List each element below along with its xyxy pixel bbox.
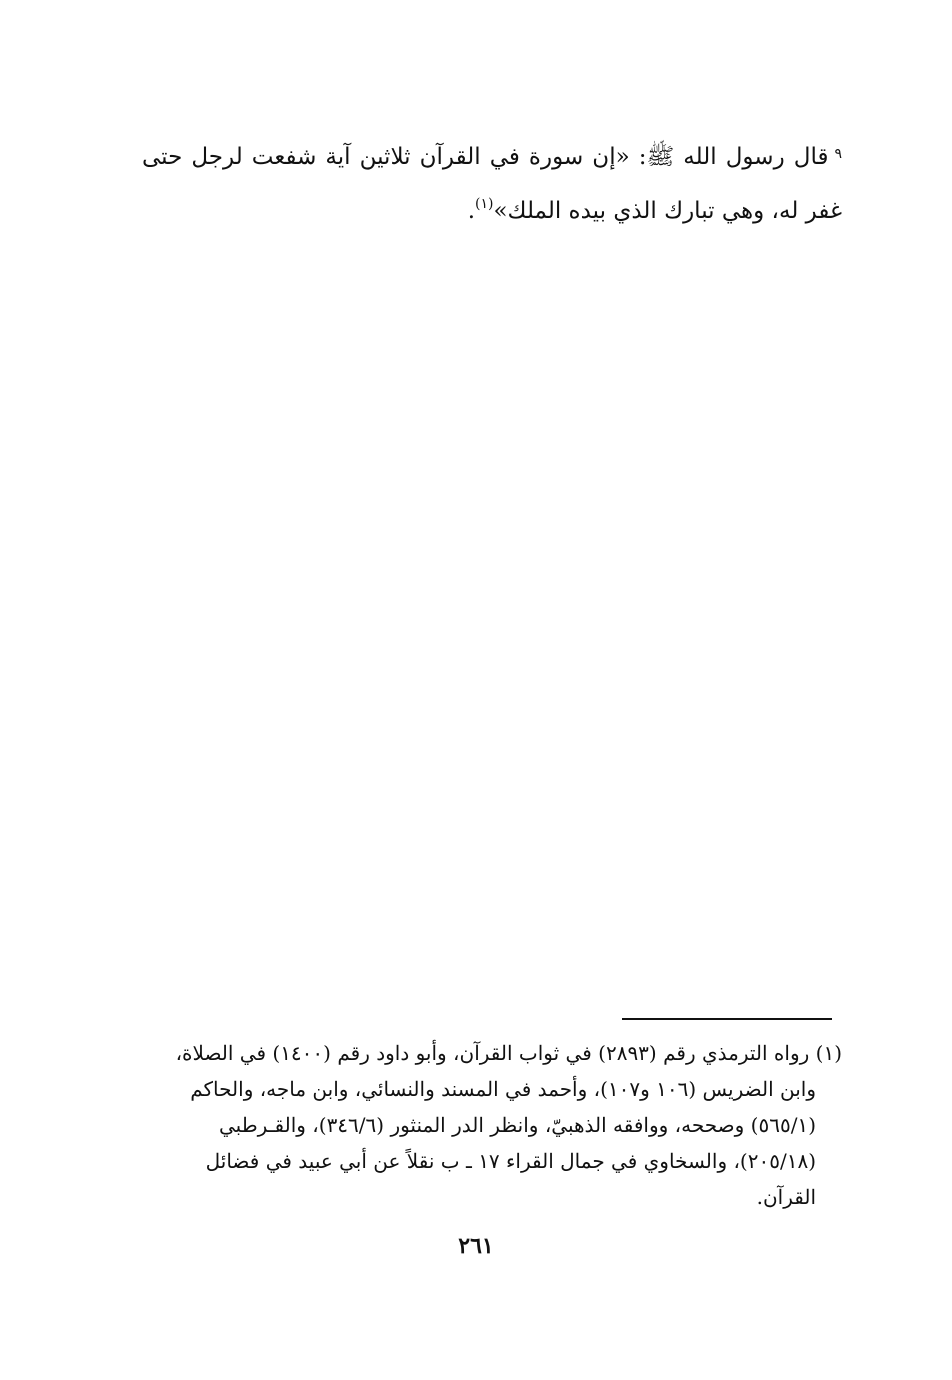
footnote-line: (٥٦٥/١) وصححه، ووافقه الذهبيّ، وانظر الدر المنثور (٣٤٦/٦)، والقـرطبي [219,1113,816,1137]
footnote [142,1035,842,1215]
footnote-line: (١) رواه الترمذي رقم (٢٨٩٣) في ثواب القرآن، وأبو داود رقم (١٤٠٠) في الصلاة، [175,1041,842,1065]
hadith-text: قال رسول الله ﷺ: «إن سورة في القرآن ثلاثين آية شفعت لرجل حتى غفر له، وهي تبارك الذي بيده الملك» [142,144,842,224]
footnote-line: (٢٠٥/١٨)، والسخاوي في جمال القراء ١٧ ـ ب نقلاً عن أبي عبيد في فضائل [205,1149,816,1173]
hadith-number: ٩ [834,146,842,162]
footnote-reference: (١) [475,196,494,212]
footnote-line: وابن الضريس (١٠٦ و١٠٧)، وأحمد في المسند والنسائي، وابن ماجه، والحاكم [190,1077,816,1101]
footnote-line: القرآن. [756,1185,816,1209]
footnote-separator [622,1018,832,1020]
hadith-end-punctuation: . [467,198,476,224]
hadith-paragraph [142,131,842,235]
page-number: ٢٦١ [458,1233,494,1259]
